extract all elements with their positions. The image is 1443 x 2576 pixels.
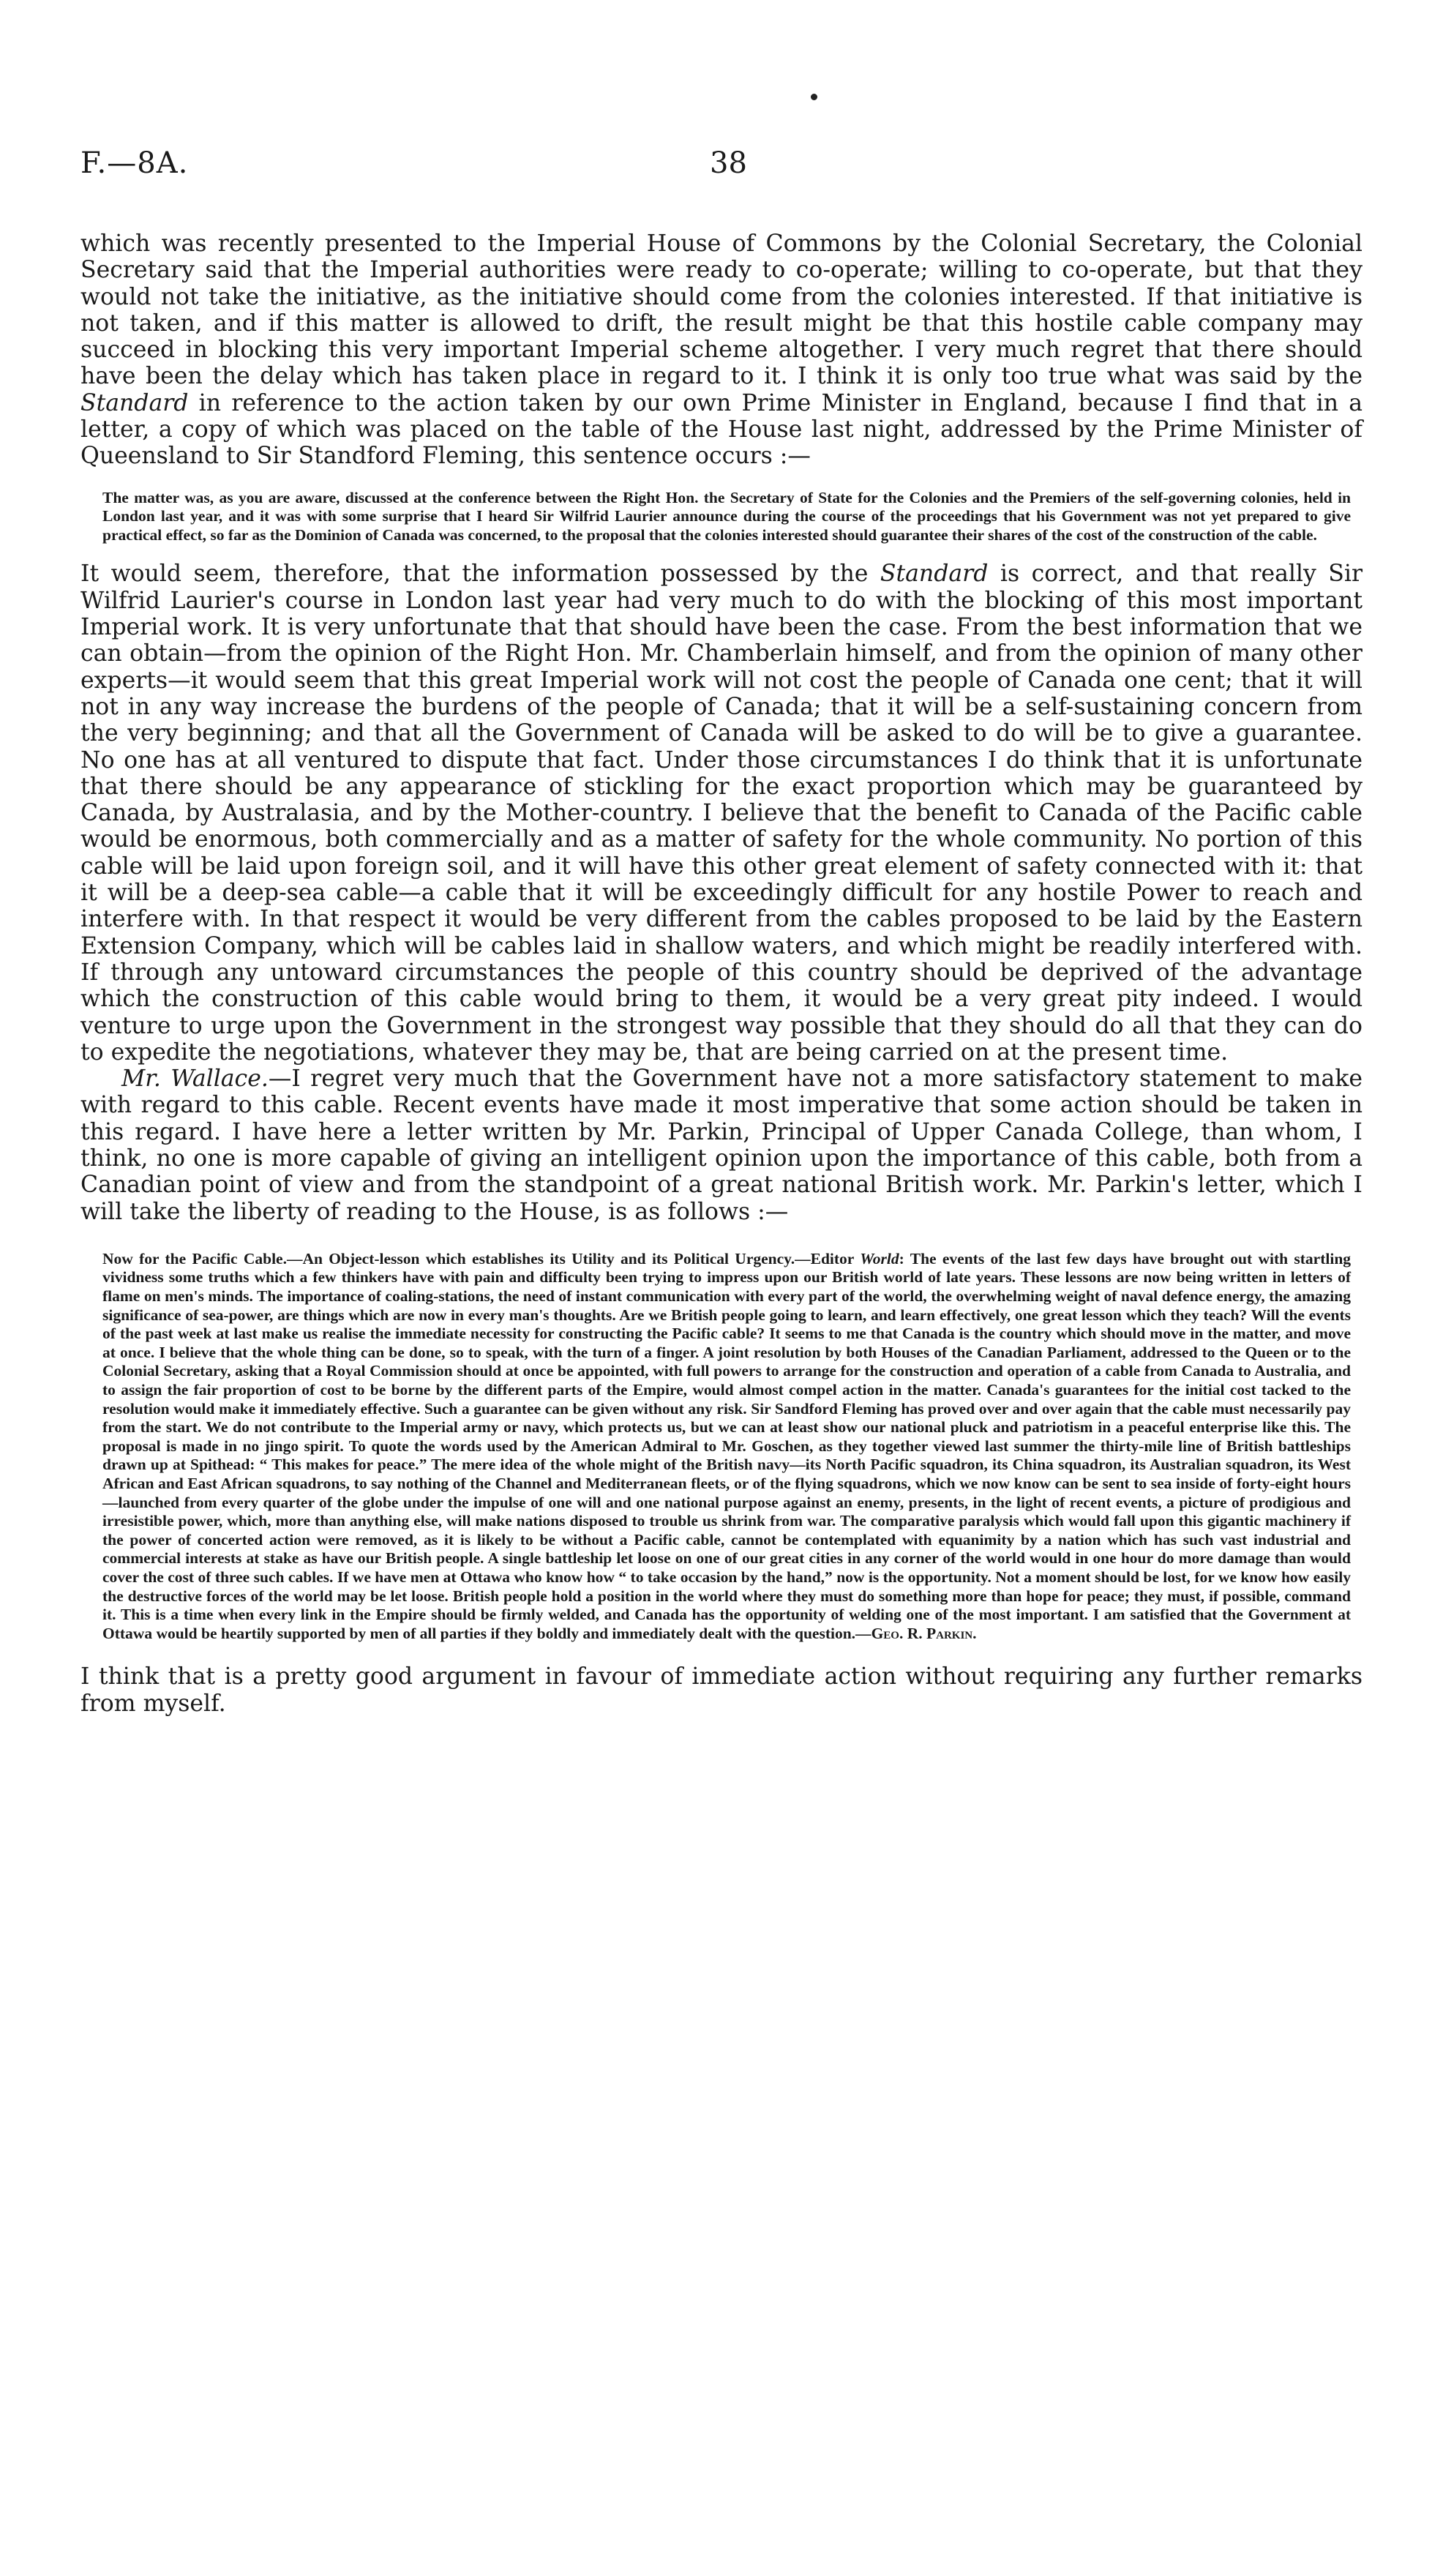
newspaper-name: World [860, 1249, 899, 1268]
page-header [80, 146, 1361, 190]
parkin-letter: Now for the Pacific Cable.—An Object-lesson which establishes its Utility and its Political Urgency.—Editor World: The events of the last few days have brought out with startling vividness some truths which a few thinkers have with pain and difficulty been trying to impress upon our British world of late years. These lessons are now being written in letters of flame on men's minds. The importance of coaling-stations, the need of instant communication with every part of the world, the overwhelming weight of naval defence energy, the amazing significance of sea-power, are things which are now in every man's thoughts. Are we British people going to learn, and learn effectively, one great lesson which they teach? Will the events of the past week at last make us realise the immediate necessity for constructing the Pacific cable? It seems to me that Canada is the country which should move in the matter, and move at once. I believe that the whole thing can be done, so to speak, with the turn of a finger. A joint resolution by both Houses of the Canadian Parliament, addressed to the Queen or to the Colonial Secretary, asking that a Royal Commission should at once be appointed, with full powers to arrange for the construction and operation of a cable from Canada to Australia, and to assign the fair proportion of cost to be borne by the different parts of the Empire, would almost compel action in the matter. Canada's guarantees for the initial cost tacked to the resolution would make it immediately effective. Such a guarantee can be given without any risk. Sir Sandford Fleming has proved over and over again that the cable must necessarily pay from the start. We do not contribute to the Imperial army or navy, which protects us, but we can at least show our national pluck and patriotism in a peaceful enterprise like this. The proposal is made in no jingo spirit. To quote the words used by the American Admiral to Mr. Goschen, as they together viewed last summer the thirty-mile line of British battleships drawn up at Spithead: “ This makes for peace.” The mere idea of the whole might of the British navy—its North Pacific squadron, its China squadron, its Australian squadron, its West African and East African squadrons, to say nothing of the Channel and Mediterranean fleets, or of the flying squadrons, which we now know can be sent to sea inside of forty-eight hours—launched from every quarter of the globe under the impulse of one will and one national purpose against an enemy, presents, in the light of recent events, a picture of prodigious and irresistible power, which, more than anything else, will make nations disposed to trouble us shrink from war. The comparative paralysis which would fall upon this gigantic machinery if the power of concerted action were removed, as it is likely to be without a Pacific cable, cannot be contemplated with equanimity by a nation which has such vast industrial and commercial interests at stake as have our British people. A single battleship let loose on one of our great cities in any corner of the world would in one hour do more damage than would cover the cost of three such cables. If we have men at Ottawa who know how “ to take occasion by the hand,” now is the opportunity. Not a moment should be lost, for we know how easily the destructive forces of the world may be let loose. British people hold a position in the world where they must do something more than hope for peace; they must, if possible, command it. This is a time when every link in the Empire should be firmly welded, and Canada has the opportunity of welding one of the most important. I am satisfied that the Government at Ottawa would be heartily supported by men of all parties if they boldly and immediately dealt with the question.—Geo. R. Parkin. [102, 1249, 1352, 1642]
page-body [80, 231, 1363, 1717]
paragraph-2: It would seem, therefore, that the information possessed by the Standard is correct, and that really Sir Wilfrid Laurier's course in London last year had very much to do with the blocking of this most important Imperial work. It is very unfortunate that that should have been the case. From the best information that we can obtain—from the opinion of the Right Hon. Mr. Chamberlain himself, and from the opinion of many other experts—it would seem that this great Imperial work will not cost the people of Canada one cent; that it will not in any way increase the burdens of the people of Canada; that it will be a self-sustaining concern from the very beginning; and that all the Government of Canada will be asked to do will be to give a guarantee. No one has at all ventured to dispute that fact. Under those circumstances I do think that it is unfortunate that there should be any appearance of stickling for the exact proportion which may be guaranteed by Canada, by Australasia, and by the Mother-country. I believe that the benefit to Canada of the Pacific cable would be enormous, both commercially and as a matter of safety for the whole community. No portion of this cable will be laid upon foreign soil, and it will have this other great element of safety connected with it: that it will be a deep-sea cable—a cable that it will be exceedingly difficult for any hostile Power to reach and interfere with. In that respect it would be very different from the cables proposed to be laid by the Eastern Extension Company, which will be cables laid in shallow waters, and which might be readily interfered with. If through any untoward circumstances the people of this country should be deprived of the advantage which the construction of this cable would bring to them, it would be a very great pity indeed. I would venture to urge upon the Government in the strongest way possible that they should do all that they can do to expedite the negotiations, whatever they may be, that are being carried on at the present time. [80, 561, 1363, 1066]
newspaper-name: Standard [80, 389, 189, 416]
paragraph-3: Mr. Wallace.—I regret very much that the Government have not a more satisfactory statement to make with regard to this cable. Recent events have made it most imperative that some action should be taken in this regard. I have here a letter written by Mr. Parkin, Principal of Upper Canada College, than whom, I think, no one is more capable of giving an intelligent opinion upon the importance of this cable, both from a Canadian point of view and from the standpoint of a great national British work. Mr. Parkin's letter, which I will take the liberty of reading to the House, is as follows :— [80, 1066, 1363, 1225]
paragraph-4: I think that is a pretty good argument in favour of immediate action without requiring any further remarks from myself. [80, 1663, 1363, 1717]
quoted-letter-excerpt: The matter was, as you are aware, discussed at the conference between the Right Hon. the Secretary of State for the Colonies and the Premiers of the self-governing colonies, held in London last year, and it was with some surprise that I heard Sir Wilfrid Laurier announce during the course of the proceedings that his Government was not yet prepared to give practical effect, so far as the Dominion of Canada was concerned, to the proposal that the colonies interested should guarantee their shares of the cost of the construction of the cable. [102, 488, 1351, 544]
paragraph-1: which was recently presented to the Imperial House of Commons by the Colonial Secretary, the Colonial Secretary said that the Imperial authorities were ready to co-operate; willing to co-operate, but that they would not take the initiative, as the initiative should come from the colonies interested. If that initiative is not taken, and if this matter is allowed to drift, the result might be that this hostile cable company may succeed in blocking this very important Imperial scheme altogether. I very much regret that there should have been the delay which has taken place in regard to it. I think it is only too true what was said by the Standard in reference to the action taken by our own Prime Minister in England, because I find that in a letter, a copy of which was placed on the table of the House last night, addressed by the Prime Minister of Queensland to Sir Standford Fleming, this sentence occurs :— [80, 231, 1363, 470]
document-reference: F.—8A. [80, 146, 189, 180]
ink-smudge [811, 94, 817, 100]
speaker-name: Mr. Wallace. [121, 1066, 269, 1093]
page-number: 38 [710, 146, 747, 180]
newspaper-name: Standard [880, 561, 989, 588]
letter-signature: Geo. R. Parkin. [871, 1624, 977, 1642]
